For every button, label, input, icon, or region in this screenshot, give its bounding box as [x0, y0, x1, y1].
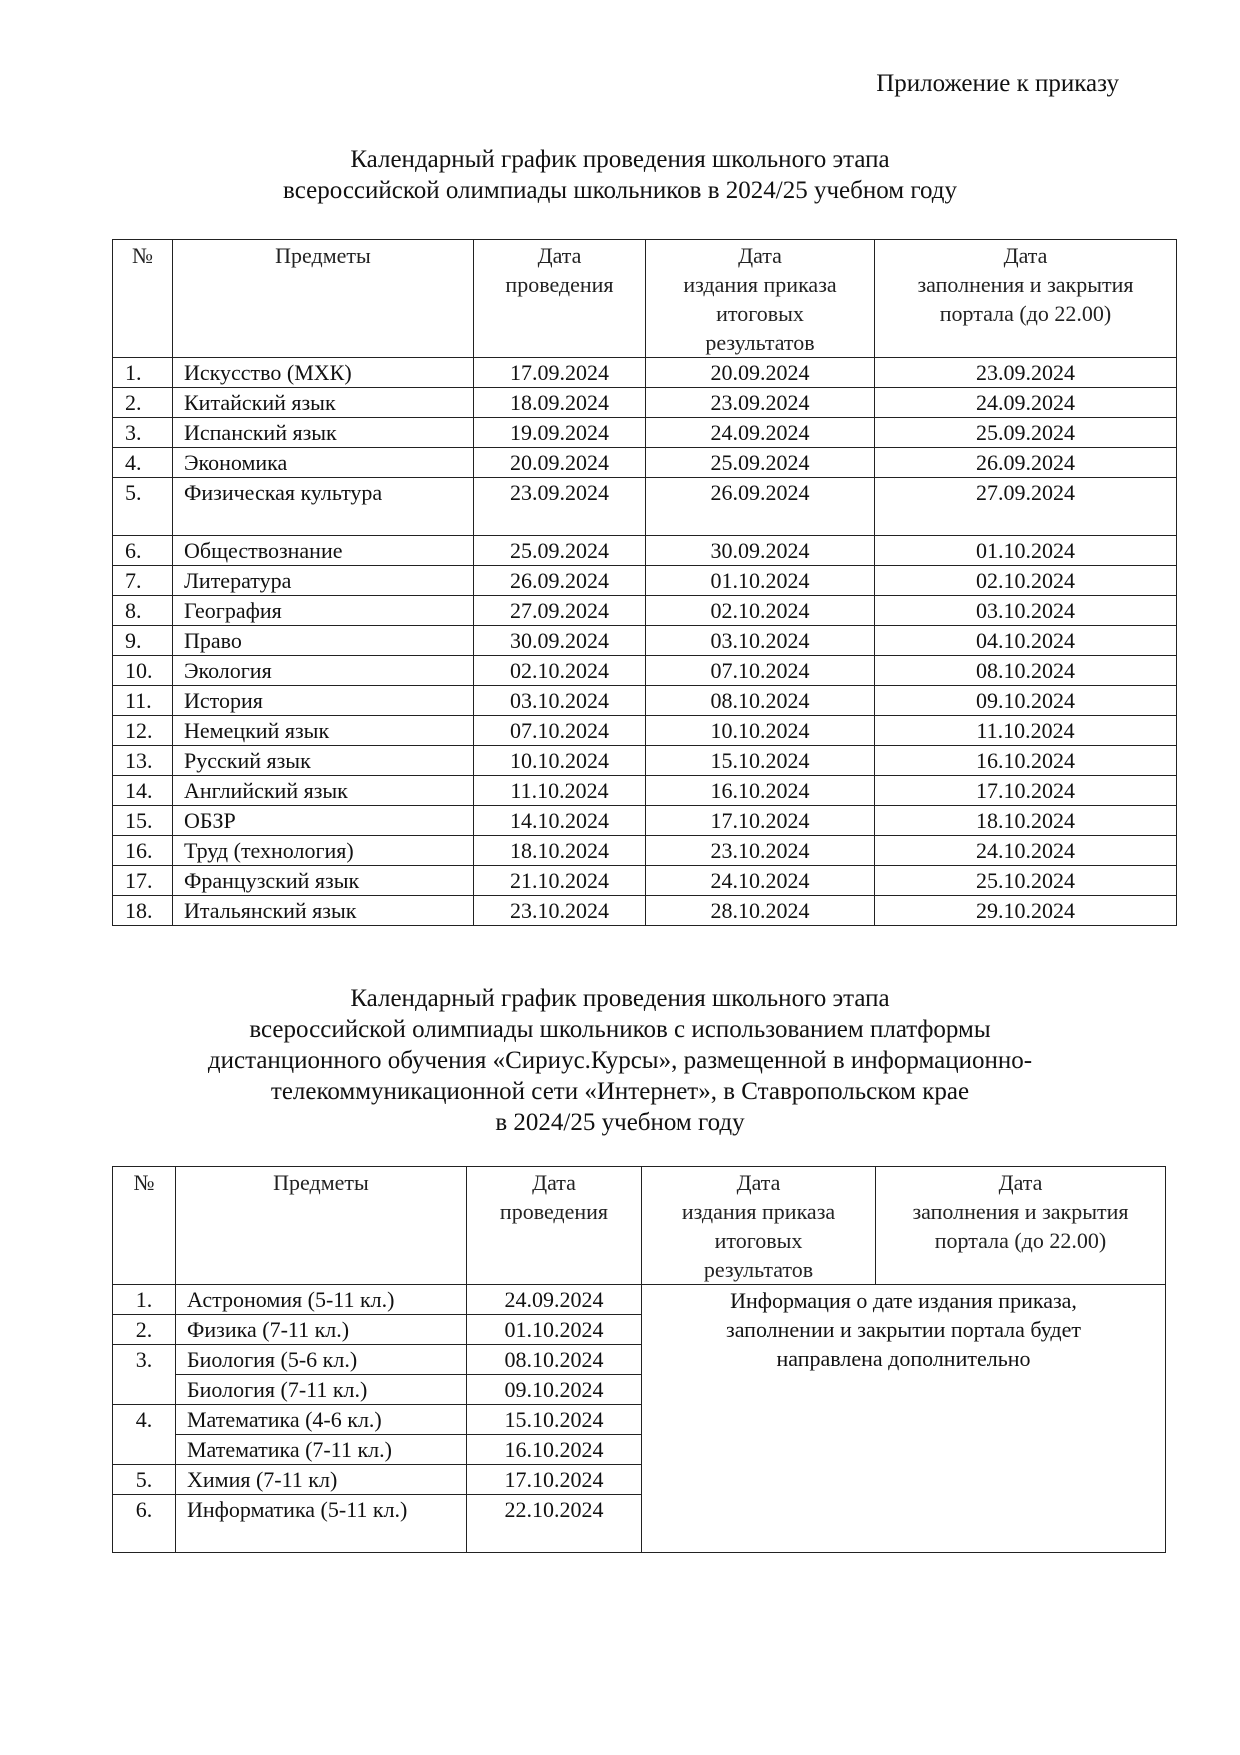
row-number: 11. — [113, 686, 173, 716]
header-line: Дата — [736, 1170, 781, 1195]
row-number: 6. — [113, 536, 173, 566]
header-date-order — [642, 1167, 876, 1285]
row-number: 1. — [113, 358, 173, 388]
table-row — [113, 448, 1177, 478]
header-date-held — [467, 1167, 642, 1285]
table-row — [113, 388, 1177, 418]
date-held-cell: 14.10.2024 — [474, 806, 646, 836]
subject-cell: Астрономия (5-11 кл.) — [176, 1285, 467, 1315]
date-portal-cell: 23.09.2024 — [875, 358, 1177, 388]
table-row — [113, 776, 1177, 806]
table2-header-row — [113, 1167, 1166, 1285]
row-number: 3. — [113, 418, 173, 448]
subject-cell: История — [173, 686, 474, 716]
subject-cell: Французский язык — [173, 866, 474, 896]
date-held-cell: 16.10.2024 — [467, 1435, 642, 1465]
header-line: результатов — [705, 330, 815, 355]
date-portal-cell: 04.10.2024 — [875, 626, 1177, 656]
table1-title-line: Календарный график проведения школьного этапа — [350, 146, 890, 173]
header-line: результатов — [703, 1257, 814, 1282]
subject-cell: Физическая культура — [173, 478, 474, 536]
date-order-cell: 10.10.2024 — [646, 716, 875, 746]
date-portal-cell: 24.09.2024 — [875, 388, 1177, 418]
table2 — [112, 1166, 1166, 1553]
date-portal-cell: 01.10.2024 — [875, 536, 1177, 566]
subject-cell: Экология — [173, 656, 474, 686]
date-held-cell: 10.10.2024 — [474, 746, 646, 776]
date-order-cell: 03.10.2024 — [646, 626, 875, 656]
header-line: Дата — [532, 1170, 576, 1195]
date-portal-cell: 26.09.2024 — [875, 448, 1177, 478]
subject-cell: Информатика (5-11 кл.) — [176, 1495, 467, 1553]
date-order-cell: 25.09.2024 — [646, 448, 875, 478]
subject-cell: Химия (7-11 кл) — [176, 1465, 467, 1495]
date-held-cell: 07.10.2024 — [474, 716, 646, 746]
header-subject: Предметы — [176, 1167, 467, 1285]
date-order-cell: 02.10.2024 — [646, 596, 875, 626]
header-date-portal — [875, 240, 1177, 358]
date-order-cell: 16.10.2024 — [646, 776, 875, 806]
header-line: заполнения и закрытия — [912, 1199, 1129, 1224]
table-row — [113, 716, 1177, 746]
row-number: 6. — [113, 1495, 176, 1553]
table-row — [113, 478, 1177, 536]
table-row — [113, 746, 1177, 776]
table-row — [113, 626, 1177, 656]
date-portal-cell: 09.10.2024 — [875, 686, 1177, 716]
date-held-cell: 18.09.2024 — [474, 388, 646, 418]
date-portal-cell: 16.10.2024 — [875, 746, 1177, 776]
subject-cell: Русский язык — [173, 746, 474, 776]
date-portal-cell: 03.10.2024 — [875, 596, 1177, 626]
table-row — [113, 536, 1177, 566]
header-line: Дата — [738, 243, 782, 268]
date-held-cell: 17.09.2024 — [474, 358, 646, 388]
subject-cell: География — [173, 596, 474, 626]
table2-title-line: телекоммуникационной сети «Интернет», в Ставропольском крае — [270, 1078, 970, 1105]
row-number: 4. — [113, 448, 173, 478]
date-held-cell: 18.10.2024 — [474, 836, 646, 866]
subject-cell: Искусство (МХК) — [173, 358, 474, 388]
table-row — [113, 806, 1177, 836]
header-date-portal — [876, 1167, 1166, 1285]
date-held-cell: 15.10.2024 — [467, 1405, 642, 1435]
row-number: 13. — [113, 746, 173, 776]
row-number: 2. — [113, 1315, 176, 1345]
date-portal-cell: 17.10.2024 — [875, 776, 1177, 806]
table-row — [113, 1285, 1166, 1315]
note-line: заполнении и закрытии портала будет — [726, 1317, 1081, 1342]
header-line: портала (до 22.00) — [934, 1228, 1107, 1253]
date-held-cell: 08.10.2024 — [467, 1345, 642, 1375]
row-number: 1. — [113, 1285, 176, 1315]
table2-title-line: в 2024/25 учебном году — [495, 1109, 745, 1136]
header-line: заполнения и закрытия — [917, 272, 1134, 297]
row-number: 9. — [113, 626, 173, 656]
date-portal-cell: 29.10.2024 — [875, 896, 1177, 926]
header-num: № — [113, 1167, 176, 1285]
note-line: Информация о дате издания приказа, — [730, 1288, 1077, 1313]
date-held-cell: 02.10.2024 — [474, 656, 646, 686]
subject-cell: Китайский язык — [173, 388, 474, 418]
table2-title — [0, 983, 1240, 1138]
row-number: 10. — [113, 656, 173, 686]
date-held-cell: 25.09.2024 — [474, 536, 646, 566]
date-portal-cell: 25.10.2024 — [875, 866, 1177, 896]
subject-cell: Немецкий язык — [173, 716, 474, 746]
header-date-order — [646, 240, 875, 358]
date-held-cell: 09.10.2024 — [467, 1375, 642, 1405]
date-order-cell: 17.10.2024 — [646, 806, 875, 836]
table2-title-line: всероссийской олимпиады школьников с использованием платформы — [249, 1016, 991, 1043]
table1-title-line: всероссийской олимпиады школьников в 2024/25 учебном году — [283, 177, 957, 204]
header-num: № — [113, 240, 173, 358]
header-line: проведения — [505, 272, 614, 297]
row-number: 5. — [113, 478, 173, 536]
subject-cell: Экономика — [173, 448, 474, 478]
header-line: издания приказа — [683, 272, 837, 297]
subject-cell: Биология (7-11 кл.) — [176, 1375, 467, 1405]
row-number: 18. — [113, 896, 173, 926]
date-held-cell: 30.09.2024 — [474, 626, 646, 656]
table-row — [113, 896, 1177, 926]
table-row — [113, 596, 1177, 626]
header-line: итоговых — [714, 1228, 803, 1253]
row-number: 8. — [113, 596, 173, 626]
date-order-cell: 01.10.2024 — [646, 566, 875, 596]
date-order-cell: 26.09.2024 — [646, 478, 875, 536]
date-order-cell: 23.09.2024 — [646, 388, 875, 418]
subject-cell: Английский язык — [173, 776, 474, 806]
date-held-cell: 27.09.2024 — [474, 596, 646, 626]
table-row — [113, 418, 1177, 448]
date-held-cell: 22.10.2024 — [467, 1495, 642, 1553]
table-row — [113, 656, 1177, 686]
header-subject: Предметы — [173, 240, 474, 358]
table-row — [113, 836, 1177, 866]
date-held-cell: 19.09.2024 — [474, 418, 646, 448]
date-order-cell: 07.10.2024 — [646, 656, 875, 686]
table-row — [113, 866, 1177, 896]
row-number: 4. — [113, 1405, 176, 1465]
row-number: 14. — [113, 776, 173, 806]
table1 — [112, 239, 1177, 926]
date-held-cell: 03.10.2024 — [474, 686, 646, 716]
date-held-cell: 24.09.2024 — [467, 1285, 642, 1315]
date-held-cell: 23.09.2024 — [474, 478, 646, 536]
row-number: 17. — [113, 866, 173, 896]
date-held-cell: 11.10.2024 — [474, 776, 646, 806]
table1-title — [0, 144, 1240, 206]
row-number: 7. — [113, 566, 173, 596]
date-portal-cell: 02.10.2024 — [875, 566, 1177, 596]
table-row — [113, 686, 1177, 716]
additional-info-note — [642, 1285, 1166, 1553]
subject-cell: Труд (технология) — [173, 836, 474, 866]
row-number: 15. — [113, 806, 173, 836]
date-portal-cell: 11.10.2024 — [875, 716, 1177, 746]
date-portal-cell: 25.09.2024 — [875, 418, 1177, 448]
subject-cell: Литература — [173, 566, 474, 596]
header-date-held — [474, 240, 646, 358]
note-line: направлена дополнительно — [776, 1346, 1031, 1371]
subject-cell: Испанский язык — [173, 418, 474, 448]
header-line: итоговых — [716, 301, 804, 326]
header-line: Дата — [1003, 243, 1048, 268]
date-portal-cell: 18.10.2024 — [875, 806, 1177, 836]
date-order-cell: 23.10.2024 — [646, 836, 875, 866]
appendix-label: Приложение к приказу — [876, 70, 1119, 97]
date-order-cell: 24.09.2024 — [646, 418, 875, 448]
date-order-cell: 30.09.2024 — [646, 536, 875, 566]
row-number: 12. — [113, 716, 173, 746]
date-order-cell: 08.10.2024 — [646, 686, 875, 716]
table-row — [113, 358, 1177, 388]
subject-cell: Математика (4-6 кл.) — [176, 1405, 467, 1435]
subject-cell: Физика (7-11 кл.) — [176, 1315, 467, 1345]
row-number: 3. — [113, 1345, 176, 1405]
table-row — [113, 566, 1177, 596]
date-held-cell: 17.10.2024 — [467, 1465, 642, 1495]
row-number: 16. — [113, 836, 173, 866]
subject-cell: Право — [173, 626, 474, 656]
header-line: Дата — [998, 1170, 1043, 1195]
row-number: 5. — [113, 1465, 176, 1495]
table2-title-line: Календарный график проведения школьного этапа — [350, 985, 890, 1012]
header-line: портала (до 22.00) — [939, 301, 1112, 326]
date-held-cell: 01.10.2024 — [467, 1315, 642, 1345]
header-line: проведения — [499, 1199, 609, 1224]
table1-header-row — [113, 240, 1177, 358]
row-number: 2. — [113, 388, 173, 418]
header-line: издания приказа — [681, 1199, 836, 1224]
date-held-cell: 20.09.2024 — [474, 448, 646, 478]
date-held-cell: 21.10.2024 — [474, 866, 646, 896]
date-portal-cell: 24.10.2024 — [875, 836, 1177, 866]
date-held-cell: 23.10.2024 — [474, 896, 646, 926]
date-portal-cell: 08.10.2024 — [875, 656, 1177, 686]
table2-title-line: дистанционного обучения «Сириус.Курсы», размещенной в информационно- — [207, 1047, 1033, 1074]
date-order-cell: 28.10.2024 — [646, 896, 875, 926]
date-held-cell: 26.09.2024 — [474, 566, 646, 596]
header-line: Дата — [537, 243, 582, 268]
subject-cell: ОБЗР — [173, 806, 474, 836]
date-portal-cell: 27.09.2024 — [875, 478, 1177, 536]
subject-cell: Биология (5-6 кл.) — [176, 1345, 467, 1375]
subject-cell: Итальянский язык — [173, 896, 474, 926]
date-order-cell: 24.10.2024 — [646, 866, 875, 896]
subject-cell: Обществознание — [173, 536, 474, 566]
subject-cell: Математика (7-11 кл.) — [176, 1435, 467, 1465]
date-order-cell: 15.10.2024 — [646, 746, 875, 776]
date-order-cell: 20.09.2024 — [646, 358, 875, 388]
